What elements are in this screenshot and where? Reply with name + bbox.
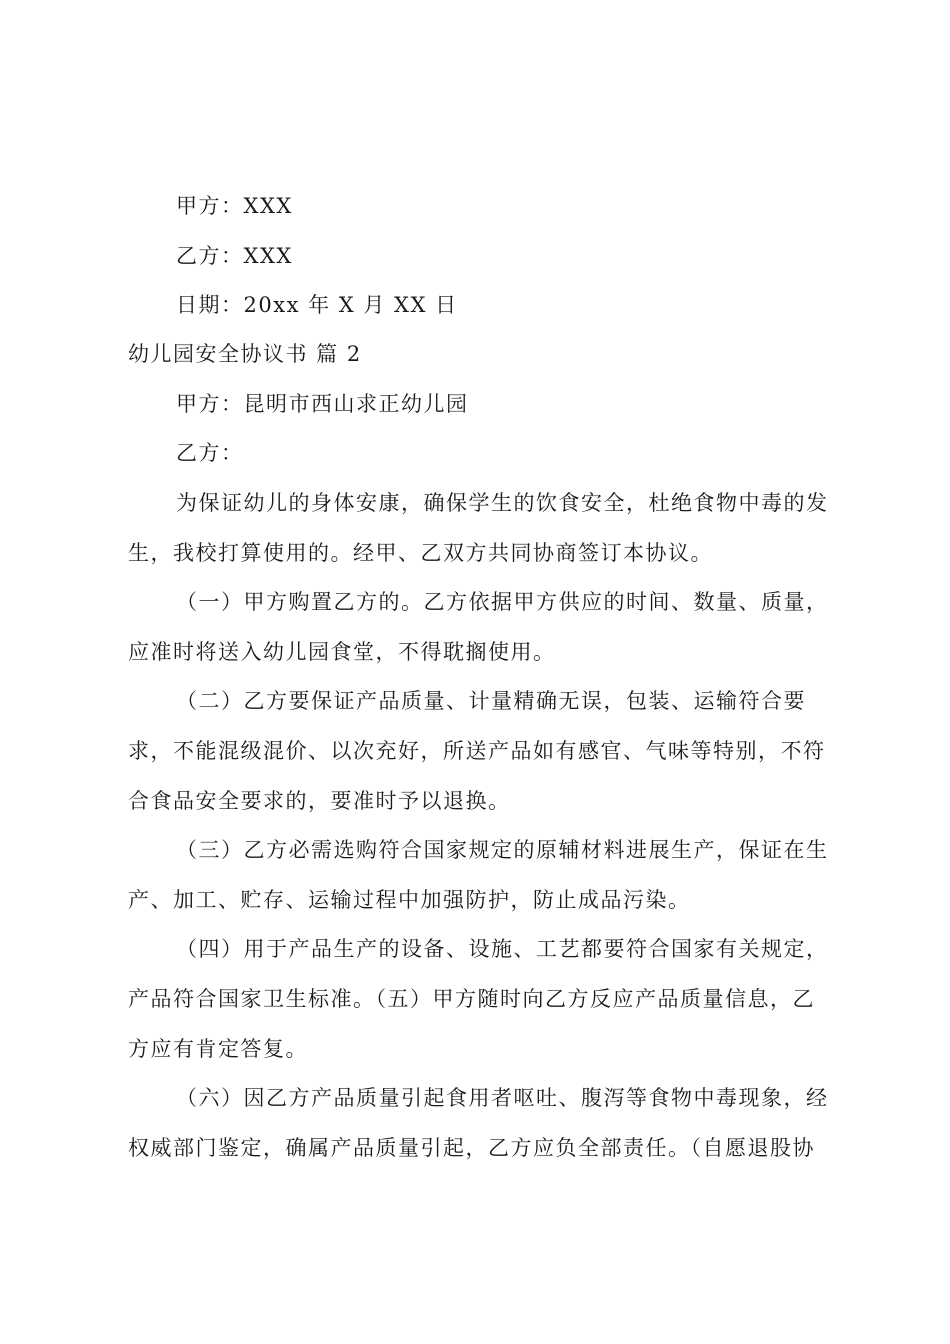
clause-3-paragraph: （三）乙方必需选购符合国家规定的原辅材料进展生产，保证在生产、加工、贮存、运输过程中加强防护，防止成品污染。 bbox=[128, 838, 829, 912]
party-b-line: 乙方：XXX bbox=[176, 244, 293, 268]
clause-2-paragraph: （二）乙方要保证产品质量、计量精确无误，包装、运输符合要求，不能混级混价、以次充好，所送产品如有感官、气味等特别，不符合食品安全要求的，要准时予以退换。 bbox=[128, 689, 826, 813]
intro-paragraph: 为保证幼儿的身体安康，确保学生的饮食安全，杜绝食物中毒的发生，我校打算使用的。经甲、乙双方共同协商签订本协议。 bbox=[128, 491, 829, 565]
clause-6-paragraph: （六）因乙方产品质量引起食用者呕吐、腹泻等食物中毒现象，经权威部门鉴定，确属产品质量引起，乙方应负全部责任。（自愿退股协 bbox=[128, 1086, 829, 1160]
party-a-name-line: 甲方：昆明市西山求正幼儿园 bbox=[176, 392, 469, 416]
party-b-empty-line: 乙方： bbox=[176, 441, 244, 465]
section-title: 幼儿园安全协议书 篇 2 bbox=[128, 342, 362, 366]
clause-1-paragraph: （一）甲方购置乙方的。乙方依据甲方供应的时间、数量、质量，应准时将送入幼儿园食堂，不得耽搁使用。 bbox=[128, 590, 829, 664]
date-line: 日期：20xx 年 X 月 XX 日 bbox=[176, 293, 458, 317]
party-a-line: 甲方：XXX bbox=[176, 194, 293, 218]
clause-4-paragraph: （四）用于产品生产的设备、设施、工艺都要符合国家有关规定，产品符合国家卫生标准。（五）甲方随时向乙方反应产品质量信息，乙方应有肯定答复。 bbox=[128, 937, 829, 1061]
